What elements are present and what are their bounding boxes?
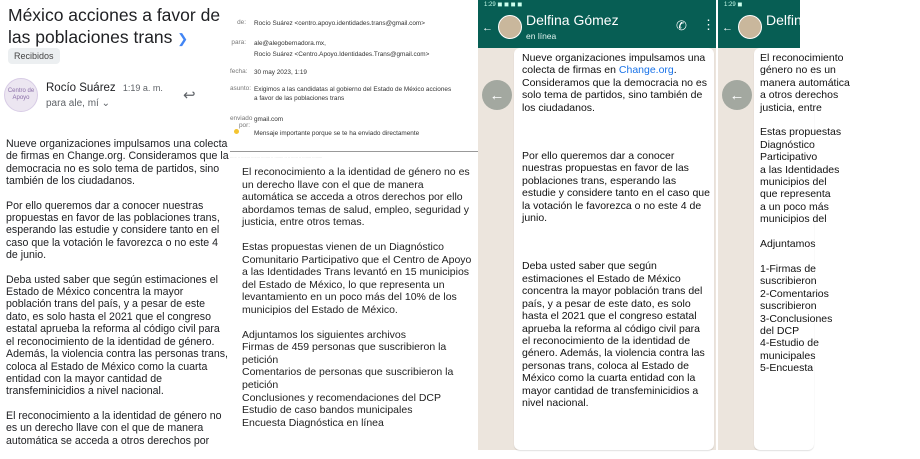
message-line: a un poco más [760, 200, 829, 213]
field-label-subject: asunto: [230, 85, 251, 92]
contact-avatar[interactable] [738, 15, 762, 39]
attachment-item: Comentarios de personas que suscribieron la petición [242, 366, 454, 391]
attachments-heading: Adjuntamos los siguientes archivos [242, 328, 407, 341]
message-line: municipios del [760, 213, 827, 226]
left-arrow-icon[interactable]: ← [722, 80, 752, 110]
recipients-toggle[interactable]: para ale, mí ⌄ [46, 98, 110, 109]
field-value-to-2: Rocío Suárez <Centro.Apoyo.Identidades.Trans@gmail.com> [254, 51, 430, 58]
field-label-to: para: [231, 39, 246, 46]
message-line: 3-Conclusiones [760, 312, 833, 325]
body-paragraph: Nueve organizaciones impulsamos una colecta de firmas en Change.org. Consideramos que la democracia no es solo tema de partidos, sino también de los ciudadanos. [6, 138, 229, 188]
email-details-view [230, 0, 478, 450]
sender-line [46, 82, 163, 94]
message-line: 1-Firmas de [760, 262, 817, 275]
field-value-from: Rocío Suárez <centro.apoyo.identidades.trans@gmail.com> [254, 20, 425, 27]
message-bubble[interactable] [754, 48, 850, 450]
whatsapp-chat-view [478, 0, 718, 450]
field-value-to: ale@alegobernadora.mx, [254, 40, 326, 47]
body-paragraph: Estas propuestas vienen de un Diagnóstico Comunitario Participativo que el Centro de Apoyo a las Identidades Trans levantó en 15 municipios del Estado de México, lo que representa un levantamiento en un poco más del 10% de los municipios del Estado de México. [242, 240, 472, 316]
back-arrow-icon[interactable]: ← [482, 22, 493, 34]
message-text [522, 52, 710, 445]
message-line: El reconocimiento [760, 52, 844, 64]
body-paragraph: Por ello queremos dar a conocer nuestras propuestas en favor de las poblaciones trans, esperando las estudie y considere tanto en el caso que la votación le favorezca o no este 4 de junio. [6, 199, 220, 262]
contact-avatar[interactable] [498, 15, 522, 39]
status-bar: 1:29 ◼ ◼ ◼ ◼ [484, 2, 523, 8]
field-label-from: de: [237, 19, 246, 26]
attachment-item: Conclusiones y recomendaciones del DCP [242, 391, 442, 404]
message-paragraph: Deba usted saber que según estimaciones el Estado de México concentra la mayor población trans del país, y a pesar de este dato, es solo hasta el 2021 que el congreso estatal aprueba la reforma al código civil para el reconocimiento de la identidad de género. Además, la violencia contra las personas trans, coloca al Estado de México como la cuarta entidad con la mayor cantidad de transfeminicidios a nivel nacional. [522, 260, 705, 409]
message-paragraph [522, 52, 710, 114]
body-paragraph: El reconocimiento a la identidad de género no es un derecho llave con el que de manera automática se acceda a otros derechos por ello abordamos temas de salud, empleo, seguridad y justicia, entre otros temas. [242, 166, 470, 229]
attachment-item: Estudio de caso bandos municipales [242, 404, 413, 417]
message-text-part: . Consideramos que la democracia no es solo tema de partidos, sino también de los ciudadanos. [522, 64, 708, 114]
message-line: suscribieron [760, 275, 817, 288]
scan-noise: ...... .. ........ ........ ........ .. ........ .. .. ...... .. ........ ......... [230, 154, 323, 159]
chat-header [478, 0, 718, 48]
field-label-date: fecha: [230, 68, 248, 75]
email-subject [8, 4, 228, 50]
message-line: género no es un [760, 64, 836, 77]
message-line: Diagnóstico [760, 138, 815, 151]
message-line: 5-Encuesta [760, 362, 814, 375]
message-line [760, 251, 920, 263]
message-line: suscribieron [760, 300, 817, 313]
attachment-item: Firmas de 459 personas que suscribieron la petición [242, 341, 447, 366]
inbox-label-chip[interactable]: Recibidos [8, 48, 60, 64]
field-label-sent-by: enviado por: [230, 115, 253, 129]
message-line: Adjuntamos [760, 238, 816, 251]
left-arrow-icon[interactable]: ← [482, 80, 512, 110]
message-line: del DCP [760, 324, 800, 337]
message-paragraph: Por ello queremos dar a conocer nuestras propuestas en favor de las poblaciones trans, esperando las estudie y considere tanto en el caso que la votación le favorezca o no este 4 de junio. [522, 150, 710, 225]
message-line: justicia, entre [760, 101, 822, 114]
email-header-details [230, 0, 478, 152]
field-value-sent-by: gmail.com [254, 116, 284, 123]
status-bar: 1:29 ◼ [724, 2, 743, 8]
message-text [760, 52, 920, 375]
body-paragraph: El reconocimiento a la identidad de género no es un derecho llave con el que de manera automática se acceda a otros derechos por [6, 409, 222, 447]
contact-name[interactable]: Delfina [766, 12, 810, 28]
importance-flag-icon [234, 129, 239, 134]
add-call-icon[interactable]: ✆ [676, 18, 687, 33]
avatar[interactable]: Centro de Apoyo [4, 78, 38, 112]
message-line: a otros derechos [760, 89, 839, 102]
body-paragraph: Deba usted saber que según estimaciones el Estado de México concentra la mayor población trans del país, y a pesar de este dato, es solo hasta el 2021 que el congreso estatal aprueba la reforma al código civil para el reconocimiento de la identidad de género. Además, la violencia contra las personas trans, coloca al Estado de México como la cuarta entidad con la mayor cantidad de transfeminicidios a nivel nacional. [6, 273, 228, 398]
importance-marker-icon[interactable]: ❯ [177, 31, 189, 46]
email-body [6, 138, 230, 459]
message-line: municipales [760, 349, 816, 362]
message-line: que representa [760, 188, 831, 201]
email-subject-text: México acciones a favor de las poblaciones trans [8, 5, 221, 47]
back-arrow-icon[interactable]: ← [722, 22, 733, 34]
sent-time: 1:19 a. m. [122, 83, 163, 93]
message-line: Participativo [760, 151, 818, 164]
reply-icon[interactable]: ↩ [183, 87, 196, 104]
sender-name: Rocío Suárez [46, 82, 116, 94]
field-value-date: 30 may 2023, 1:19 [254, 69, 307, 76]
chat-header [718, 0, 810, 48]
gmail-email-view [0, 0, 230, 450]
message-line [760, 114, 920, 126]
contact-name[interactable]: Delfina Gómez [526, 12, 619, 28]
message-line: Estas propuestas [760, 126, 842, 139]
presence-status: en línea [526, 31, 557, 41]
message-text-part: Nueve organizaciones impulsamos una colecta de firmas en [522, 52, 706, 77]
message-line: manera automática [760, 76, 850, 89]
field-value-subject: Exigimos a las candidatas al gobierno del Estado de México acciones a favor de las poblaciones trans [254, 86, 452, 102]
importance-note: Mensaje importante porque se te ha enviado directamente [254, 130, 420, 137]
change-org-link[interactable]: Change.org [618, 64, 674, 77]
message-line: municipios del [760, 176, 827, 189]
email-body-continued [242, 166, 474, 429]
whatsapp-chat-view-cropped [718, 0, 850, 450]
message-line: 4-Estudio de [760, 337, 819, 350]
message-line: 2-Comentarios [760, 287, 829, 300]
message-line [760, 226, 920, 238]
attachment-item: Encuesta Diagnóstica en línea [242, 416, 384, 429]
message-line: a las Identidades [760, 163, 840, 176]
message-bubble[interactable] [514, 48, 714, 450]
more-vert-icon[interactable]: ⋮ [702, 17, 715, 32]
